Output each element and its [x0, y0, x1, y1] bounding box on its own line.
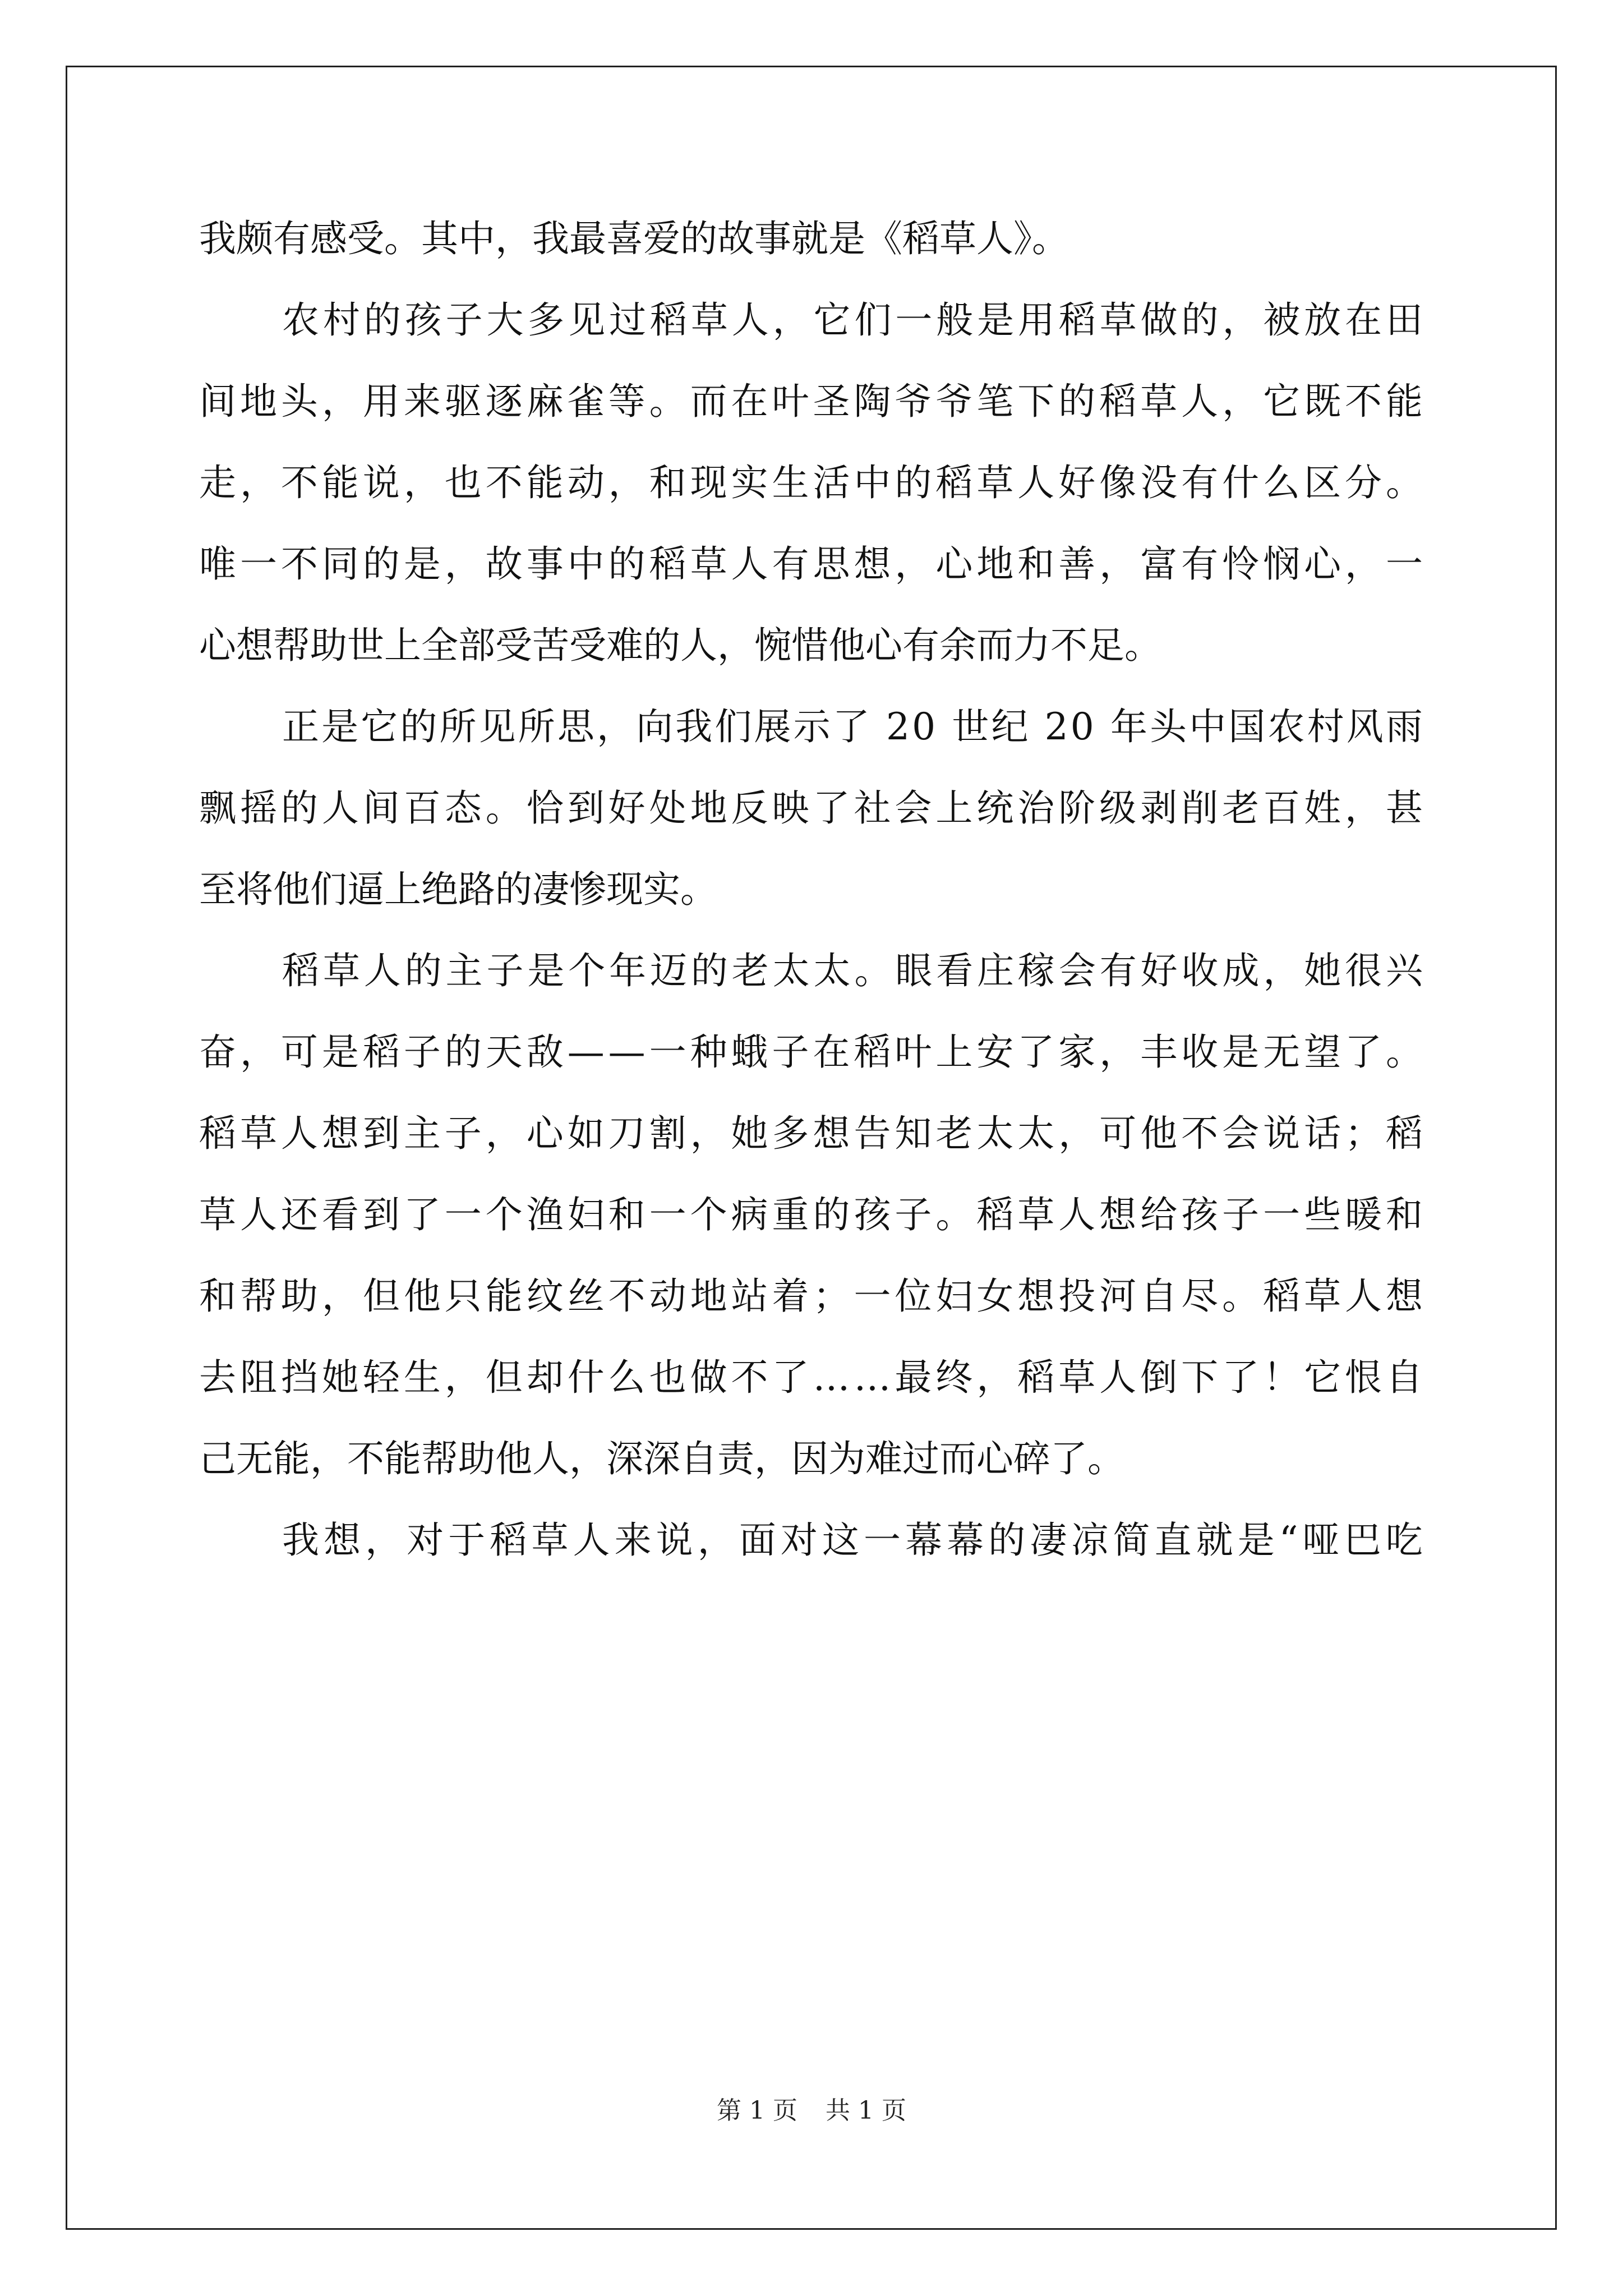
text-line: 农村的孩子大多见过稻草人，它们一般是用稻草做的，被放在田	[282, 298, 1427, 342]
text-line: 走，不能说，也不能动，和现实生活中的稻草人好像没有什么区分。	[199, 461, 1427, 504]
page-footer	[0, 2094, 1623, 2128]
text-line: 心想帮助世上全部受苦受难的人，惋惜他心有余而力不足。	[199, 624, 1161, 667]
text-line: 飘摇的人间百态。恰到好处地反映了社会上统治阶级剥削老百姓，甚	[199, 786, 1427, 830]
page-number-current: 第 1 页	[717, 2096, 797, 2125]
text-line: 稻草人的主子是个年迈的老太太。眼看庄稼会有好收成，她很兴	[282, 949, 1427, 992]
text-line: 奋，可是稻子的天敌——一种蛾子在稻叶上安了家，丰收是无望了。	[199, 1030, 1427, 1074]
text-line: 稻草人想到主子，心如刀割，她多想告知老太太，可他不会说话；稻	[199, 1112, 1427, 1155]
text-line: 至将他们逼上绝路的凄惨现实。	[199, 868, 717, 911]
page-number-total: 共 1 页	[826, 2096, 906, 2125]
text-line: 正是它的所见所思，向我们展示了 20 世纪 20 年头中国农村风雨	[282, 705, 1426, 748]
text-line: 我想，对于稻草人来说，面对这一幕幕的凄凉简直就是“哑巴吃	[282, 1519, 1427, 1562]
text-line: 我颇有感受。其中，我最喜爱的故事就是《稻草人》。	[199, 217, 1069, 260]
text-line: 草人还看到了一个渔妇和一个病重的孩子。稻草人想给孩子一些暖和	[199, 1193, 1427, 1236]
text-line: 己无能，不能帮助他人，深深自责，因为难过而心碎了。	[199, 1437, 1124, 1480]
text-line: 唯一不同的是，故事中的稻草人有思想，心地和善，富有怜悯心，一	[199, 542, 1427, 586]
text-line: 间地头，用来驱逐麻雀等。而在叶圣陶爷爷笔下的稻草人，它既不能	[199, 380, 1427, 423]
text-line: 去阻挡她轻生，但却什么也做不了……最终，稻草人倒下了！它恨自	[199, 1356, 1427, 1399]
text-line: 和帮助，但他只能纹丝不动地站着；一位妇女想投河自尽。稻草人想	[199, 1274, 1427, 1318]
